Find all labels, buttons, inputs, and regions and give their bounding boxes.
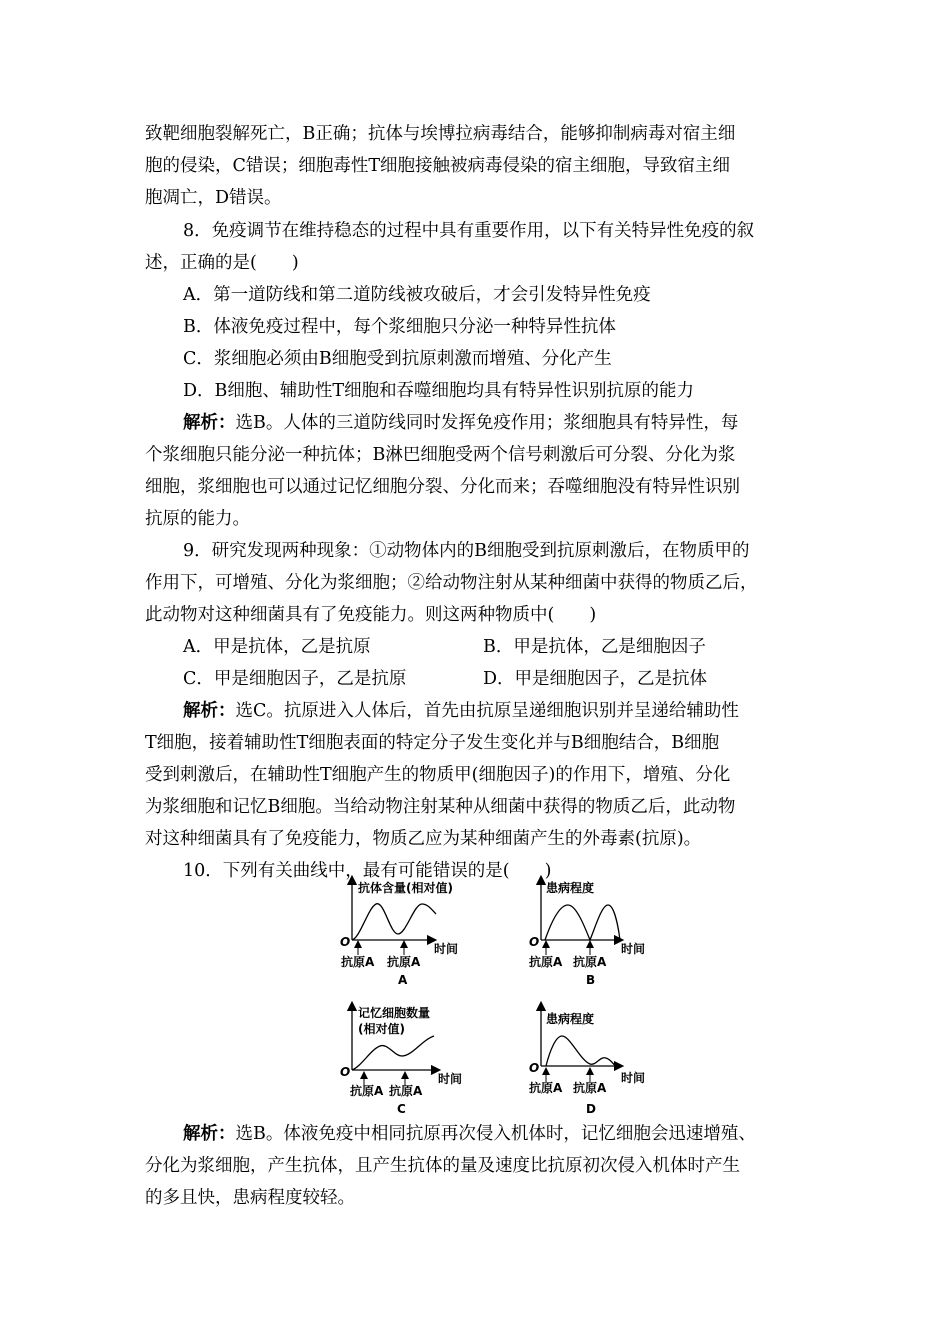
analysis-text: 选C。抗原进入人体后，首先由抗原呈递细胞识别并呈递给辅助性 [235,701,739,721]
q9-stem-line: 9．研究发现两种现象：①动物体内的B细胞受到抗原刺激后，在物质甲的 [183,541,750,561]
q9-analysis-line: T细胞，接着辅助性T细胞表面的特定分子发生变化并与B细胞结合，B细胞 [145,733,720,753]
figure-a-caption: A [398,973,408,987]
q9-option-d: D．甲是细胞因子，乙是抗体 [483,669,708,689]
figure-d-caption: D [586,1102,596,1116]
figure-a-xlabel: 时间 [434,942,459,956]
q8-analysis-line: 抗原的能力。 [145,509,250,529]
q8-option-c: C．浆细胞必须由B细胞受到抗原刺激而增殖、分化产生 [183,349,612,369]
figure-c-ylabel: (相对值) [358,1022,405,1036]
q9-stem-line: 作用下，可增殖、分化为浆细胞；②给动物注射从某种细菌中获得的物质乙后， [145,573,758,593]
q9-analysis-line: 受到刺激后，在辅助性T细胞产生的物质甲(细胞因子)的作用下，增殖、分化 [145,765,731,785]
analysis-label: 解析： [183,701,236,721]
figure-b-caption: B [586,973,596,987]
analysis-text: 选B。体液免疫中相同抗原再次侵入机体时，记忆细胞会迅速增殖、 [235,1124,756,1144]
text-line: 胞的侵染，C错误；细胞毒性T细胞接触被病毒侵染的宿主细胞，导致宿主细 [145,156,731,176]
q8-option-d: D．B细胞、辅助性T细胞和吞噬细胞均具有特异性识别抗原的能力 [183,381,695,401]
q9-option-b: B．甲是抗体，乙是细胞因子 [483,637,706,657]
figure-b-xlabel: 时间 [621,942,646,956]
q10-analysis-line: 分化为浆细胞，产生抗体，且产生抗体的量及速度比抗原初次侵入机体时产生 [145,1156,740,1176]
figure-a-curve [352,904,436,940]
figure-d-tick: 抗原A [529,1081,563,1095]
figure-d-curve [546,1036,616,1066]
figure-d-origin: O [529,1061,540,1075]
q10-analysis-line [183,1122,756,1146]
figure-c-caption: C [397,1102,406,1116]
figure-b [529,880,645,987]
figure-b-origin: O [529,935,540,949]
q8-stem-line: 8．免疫调节在维持稳态的过程中具有重要作用，以下有关特异性免疫的叙 [183,221,755,241]
q9-analysis-line: 为浆细胞和记忆B细胞。当给动物注射某种从细菌中获得的物质乙后，此动物 [145,797,736,817]
q10-stem-line: 10．下列有关曲线中，最有可能错误的是( ) [183,861,552,881]
q8-option-a: A．第一道防线和第二道防线被攻破后，才会引发特异性免疫 [183,285,651,305]
text-line: 致靶细胞裂解死亡，B正确；抗体与埃博拉病毒结合，能够抑制病毒对宿主细 [145,124,736,144]
q9-analysis-line: 对这种细菌具有了免疫能力，物质乙应为某种细菌产生的外毒素(抗原)。 [145,829,702,849]
figure-b-curve [545,905,620,940]
figure-b-ylabel: 患病程度 [546,881,595,895]
analysis-label: 解析： [183,1124,236,1144]
figure-d-ylabel: 患病程度 [546,1012,595,1026]
figure-c-tick: 抗原A [350,1084,384,1098]
figure-c-xlabel: 时间 [438,1072,463,1086]
figure-a-tick: 抗原A [341,955,375,969]
q8-analysis-line: 个浆细胞只能分泌一种抗体；B淋巴细胞受两个信号刺激后可分裂、分化为浆 [145,445,736,465]
q10-analysis-line: 的多且快，患病程度较轻。 [145,1188,355,1208]
q8-stem-line: 述，正确的是( ) [145,253,299,273]
q8-option-b: B．体液免疫过程中，每个浆细胞只分泌一种特异性抗体 [183,317,616,337]
figure-c-curve [352,1036,434,1070]
figure-d-tick: 抗原A [573,1081,607,1095]
q8-analysis-line: 细胞，浆细胞也可以通过记忆细胞分裂、分化而来；吞噬细胞没有特异性识别 [145,477,740,497]
figure-d [529,1006,645,1116]
figure-c-origin: O [340,1065,351,1079]
figure-a-ylabel: 抗体含量(相对值) [358,881,453,895]
figure-a-origin: O [340,935,351,949]
q9-option-a: A．甲是抗体，乙是抗原 [183,637,371,657]
analysis-label: 解析： [183,413,236,433]
figure-a-tick: 抗原A [387,955,421,969]
figure-b-tick: 抗原A [529,955,563,969]
figure-c-tick: 抗原A [389,1084,423,1098]
figure-b-tick: 抗原A [573,955,607,969]
q9-option-c: C．甲是细胞因子，乙是抗原 [183,669,407,689]
q9-stem-line: 此动物对这种细菌具有了免疫能力。则这两种物质中( ) [145,605,597,625]
figure-d-xlabel: 时间 [621,1071,646,1085]
figure-a [340,880,458,987]
text-line: 胞凋亡，D错误。 [145,188,282,208]
figure-c-ylabel: 记忆细胞数量 [358,1006,431,1020]
analysis-text: 选B。人体的三道防线同时发挥免疫作用；浆细胞具有特异性，每 [235,413,739,433]
figure-c [340,1005,462,1116]
